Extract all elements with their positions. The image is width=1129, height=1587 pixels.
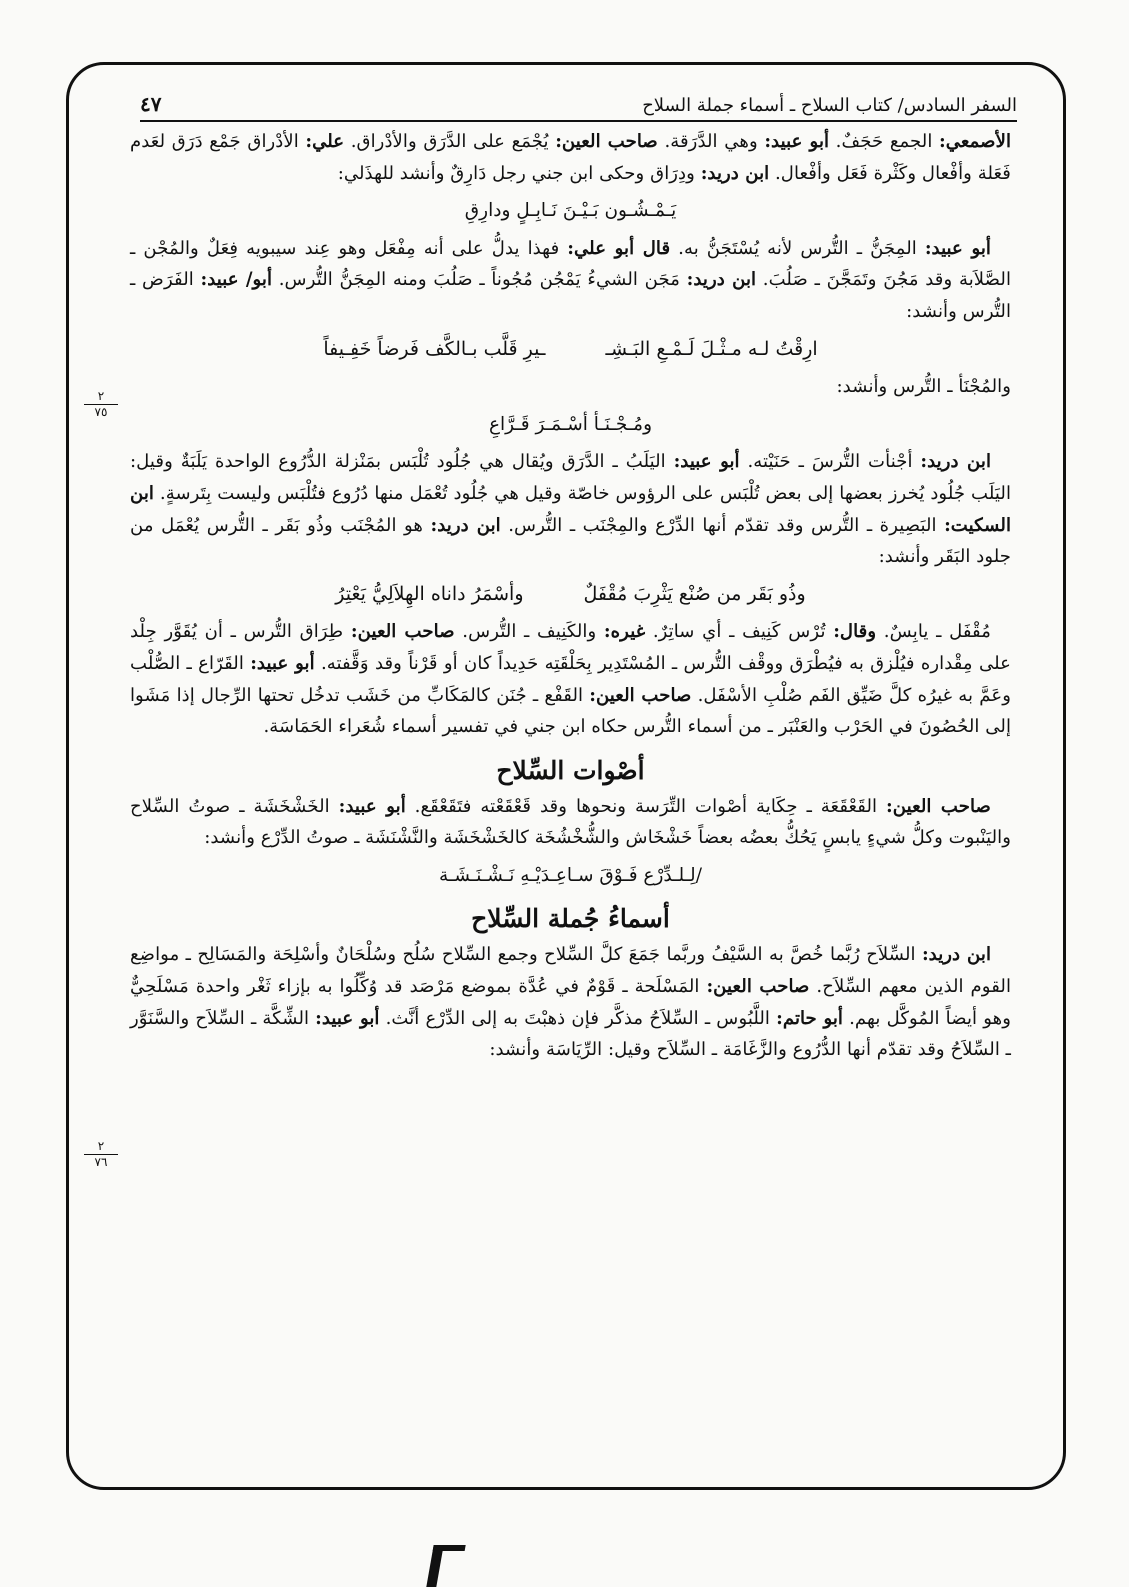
author-name: أبو عبيد:	[315, 1007, 380, 1029]
paragraph-1	[130, 126, 1011, 189]
paragraph-text: تُرْس كَنِيف ـ أي ساتِرٌ.	[645, 621, 834, 643]
author-name: أبو حاتم:	[776, 1007, 843, 1029]
verse-2	[130, 334, 1011, 366]
paragraph-text: القَفْع ـ جُنَن كالمَكَابِّ من خَشَب تدخُل تحتها الرِّجال إذا مَشَوا إلى الحُصُونَ في الحَرْب والعَنْبَر ـ من أسماء التُّرس حكاه ابن جني في تفسير أسماء شُعَراء الحَمَاسَة.	[130, 684, 1011, 738]
verse-1: يَـمْـشُـون بَـيْـنَ نَـابِـلٍ ودارِقِ	[464, 200, 677, 222]
author-name: صاحب العين:	[589, 684, 692, 706]
author-name: علي:	[305, 131, 345, 152]
paragraph-5	[130, 616, 1011, 742]
paragraph-text: أجْنأت التُّرسَ ـ حَنَيْته.	[739, 451, 921, 473]
paragraph-text: هو المُجْنَب وذُو بَقَر ـ التُّرس يُعْمَل من جلود البَقَر وأنشد:	[130, 514, 1011, 568]
section-heading-weapon-sounds: أصْوات السِّلاح	[496, 755, 645, 785]
paragraph-text: الفَرَض ـ التُّرس وأنشد:	[130, 269, 1011, 322]
margin-note-2-bottom: ٧٦	[94, 1155, 108, 1169]
author-name: أبو عبيد:	[250, 652, 315, 674]
paragraph-text: الخَشْخَشَة ـ صوتُ السِّلاح واليَنْبوت وكلُّ شيءٍ يابسٍ يَحُكُّ بعضُه بعضاً خَشْخَاش والشُّخْشُخَة كالخَشْخَشَة والنَّشْنَشَة ـ صوتُ الدِّرْع وأنشد:	[130, 795, 1011, 849]
paragraph-text: الشِّكَّة ـ السِّلاَح والسَّنَوَّر ـ السِّلاَحُ وقد تقدّم أنها الدُّرُوع والزَّغَامَة ـ السِّلاَح وقيل: الرِّيَاسَة وأنشد:	[130, 1007, 1011, 1061]
author-name: قال أبو علي:	[567, 237, 671, 259]
verse-3: ومُـجْـنَـأ أسْـمَـرَ قَـرَّاعِ	[488, 413, 653, 435]
margin-note-2-top: ٢	[97, 1139, 105, 1153]
margin-note-1-top: ٢	[97, 389, 105, 403]
paragraph-text: الجمع حَجَفٌ.	[829, 131, 939, 152]
paragraph-text: مُقْفَل ـ يابِسٌ.	[876, 621, 991, 643]
page-header	[140, 82, 1017, 122]
author-name: غيره:	[603, 621, 646, 643]
paragraph-text: مَجَن الشيءُ يَمْجُن مُجُوناً ـ صَلُبَ ومنه المِجَنُّ التُّرس.	[272, 269, 687, 291]
page-body	[130, 126, 1011, 1066]
author-name: الأصمعي:	[938, 131, 1012, 152]
paragraph-text: المِجَنُّ ـ التُّرس لأنه يُسْتَجَنُّ به.	[670, 237, 925, 259]
paragraph-text: يُجْمَع على الدَّرَق والأدْراق.	[344, 131, 556, 152]
margin-note-2	[80, 1140, 122, 1169]
author-name: ابن دريد:	[921, 944, 992, 966]
paragraph-text: فهذا يدلُّ على أنه مِفْعَل وهو عِند سيبويه فِعَلٌ والمُجْن ـ الصَّلاَبة وقد مَجُنَ وتَمَجَّنَ ـ صَلُبَ.	[130, 237, 1012, 291]
paragraph-text: والكَنِيف ـ التُّرس.	[454, 621, 604, 643]
paragraph-text: وهي الدَّرَقة.	[657, 131, 765, 152]
author-name: صاحب العين:	[706, 976, 810, 998]
author-name: وقال:	[833, 621, 877, 643]
verse-4-second-hemistich: وأسْمَرُ داناه الهِلاَلِيُّ يَعْتِرُ	[335, 582, 524, 605]
paragraph-text: القَعْقَعَة ـ حِكَاية أصْوات التِّرَسة ونحوها وقد قَعْقَعْته فتَقَعْقَع.	[405, 795, 887, 817]
author-name: ابن دريد:	[920, 451, 991, 473]
verse-4-first-hemistich: وذُو بَقَر من صُنْع يَثْرِبَ مُقْفَلٌ	[583, 582, 806, 605]
author-name: أبو عبيد:	[338, 795, 406, 817]
paragraph-6	[130, 791, 1011, 854]
paragraph-4	[130, 446, 1011, 572]
author-name: أبو/ عبيد:	[200, 269, 273, 291]
scan-artifact-mark	[426, 1545, 465, 1587]
paragraph-7	[130, 939, 1011, 1065]
paragraph-2	[130, 233, 1011, 328]
paragraph-text: البَصِيرة ـ التُّرس وقد تقدّم أنها الدِّرْع والمِجْنَب ـ التُّرس.	[500, 514, 945, 536]
page-number: ٤٧	[140, 92, 162, 116]
margin-note-1-bottom: ٧٥	[94, 405, 108, 419]
author-name: ابن السكيت:	[130, 482, 1012, 536]
verse-2-first-hemistich: ارِقْتُ لـه مـثْـلَ لَـمْـعِ البَـشِـ	[605, 337, 818, 360]
paragraph-text: اليَلَبُ ـ الدَّرَق ويُقال هي جُلُود تُلْبَس بمَنْزلة الدُّرُوع الواحدة يَلَبَةٌ وقيل: اليَلَب جُلُود يُخرز بعضها إلى بعض تُلْبَس على الرؤوس خاصّة وقيل هي جُلُود تُعْمَل منها دُرُوع فتُلْبَس وليست بِتَرسةٍ.	[130, 451, 1011, 504]
paragraph-text: ودِرَاق وحكى ابن جني رجل دَارِقٌ وأنشد للهذَلي:	[337, 162, 701, 184]
running-title: السفر السادس/ كتاب السلاح ـ أسماء جملة السلاح	[642, 95, 1017, 116]
author-name: أبو عبيد:	[764, 131, 830, 152]
author-name: ابن دريد:	[686, 269, 757, 291]
verse-2-second-hemistich: ـيرِ قَلَّب بـالكَّف فَرضاً خَفِـيفاً	[323, 337, 546, 360]
paragraph-text: اللَّبُوس ـ السِّلاَحُ مذكَّر فإن ذهبْتَ به إلى الدِّرْع أنَّث.	[379, 1007, 777, 1029]
author-name: ابن دريد:	[700, 162, 770, 184]
paragraph-3: والمُجْنَأ ـ التُّرس وأنشد:	[836, 376, 1011, 398]
author-name: صاحب العين:	[350, 621, 455, 643]
paragraph-text: الأدْراق جَمْع دَرَق لعَدم فَعَلة وأفْعال وكَثْرة فَعَل وأفْعال.	[130, 131, 1011, 184]
section-heading-weapon-names: أسماءُ جُملة السِّلاح	[471, 904, 670, 934]
paragraph-text: القَرّاع ـ الصُّلْب وعَمَّ به غيرُه كلَّ ضَيِّق الفَم صُلْبِ الأسْفَل.	[130, 652, 1011, 706]
author-name: صاحب العين:	[555, 131, 658, 152]
paragraph-text: طِرَاق التُّرس ـ أن يُقَوَّر جِلْد على مِقْداره فيُلْزق به فيُطْرَق ووقْف التُّرس ـ المُسْتَدِير بِحَلْقَتِه حَدِيداً كان أو قَرْناً وقد وَقَّفته.	[130, 621, 1012, 674]
paragraph-text: السِّلاَح رُبَّما خُصَّ به السَّيْفُ وربَّما جَمَعَ كلَّ السِّلاح وجمع السِّلاح سُلُح وسُلْحَانٌ وأسْلِحَة والمَسَالِح ـ مواضِع القوم الذين معهم السِّلاَح.	[130, 944, 1011, 998]
verse-4	[130, 579, 1011, 611]
author-name: صاحب العين:	[886, 795, 992, 817]
verse-5: /لِـلـدِّرْع فَـوْقَ سـاعِـدَيْـهِ نَـشْـنَـشَـة	[439, 864, 702, 886]
margin-note-1	[80, 390, 122, 419]
author-name: ابن دريد:	[430, 514, 501, 536]
author-name: أبو عبيد:	[924, 237, 991, 259]
author-name: أبو عبيد:	[673, 451, 740, 473]
paragraph-text: المَسْلَحة ـ قَوْمٌ في عُدَّة بموضع مَرْصَد قد وُكِّلُوا به بإزاء ثَغْر واحدة مَسْلَحِيٌّ وهو أيضاً المُوكَّل بهم.	[130, 976, 1012, 1029]
